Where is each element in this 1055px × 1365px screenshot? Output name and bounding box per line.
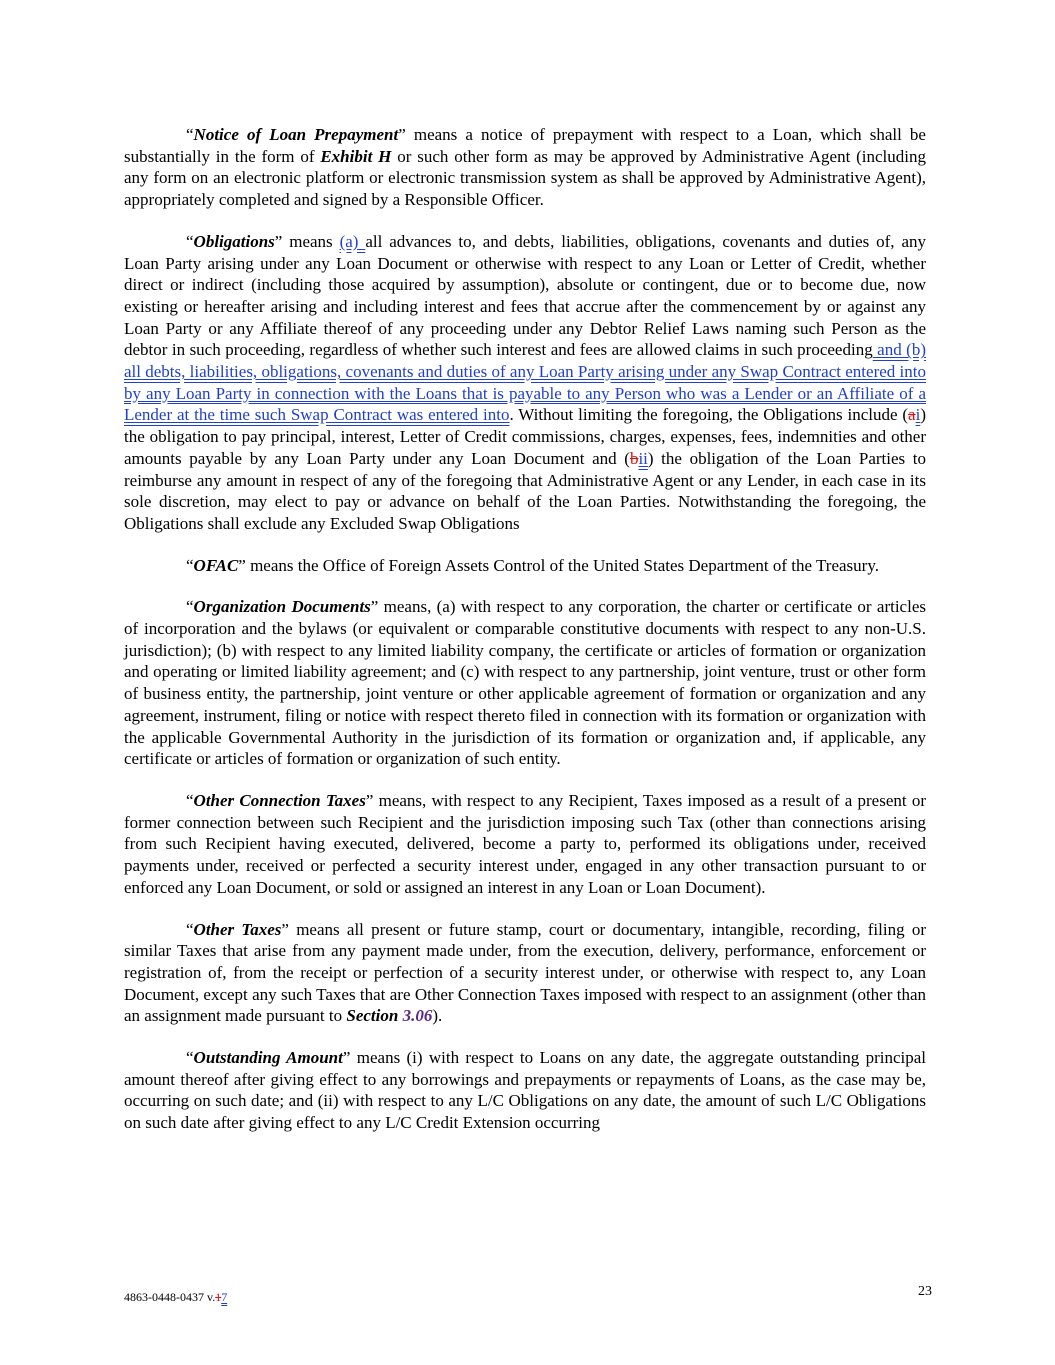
definition-text: all advances to, and debts, liabilities, obligations, covenants and duties of, any Loan Party arising under any Loan Document or otherwise with respect to any Loan or Letter of Credit, whether direct or indirect (including those acquired by assumption), absolute or contingent, due or to become due, now existing or hereafter arising and including interest and fees that accrue after the commencement by or against any Loan Party or any Affiliate thereof of any proceeding under any Debtor Relief Laws naming such Person as the debtor in such proceeding, regardless of whether such interest and fees are allowed claims in such proceeding [124,231,926,360]
inserted-text: i [915,405,921,425]
close-quote: ” [398,125,406,144]
definition-text: or such other form as may be approved by Administrative Agent (including any form on an electronic platform or electronic transmission system as shall be approved by Administrative Agent), appropriately completed and signed by a Responsible Officer. [124,146,927,210]
definition-text: means, (a) with respect to any corporation, the charter or certificate or articles of incorporation and the bylaws (or equivalent or comparable constitutive documents with respect to any non-U.S. jurisdiction); (b) with respect to any limited liability company, the certificate or articles of formation or organization and operating or limited liability agreement; and (c) with respect to any partnership, joint venture, trust or other form of business entity, the partnership, joint venture or other applicable agreement of formation or organization and any agreement, instrument, filing or notice with respect thereto filed in connection with its formation or organization with the applicable Governmental Authority in the jurisdiction of its formation or organization and, if applicable, any certificate or articles of formation or organization of such entity. [124,597,926,769]
definition-other-connection-taxes [124,790,926,899]
defined-term: Other Connection Taxes [193,790,366,810]
definition-organization-documents [124,596,926,770]
deleted-version: 1 [215,1290,222,1304]
open-quote: “ [186,231,194,251]
definition-text: means the Office of Foreign Assets Control of the United States Department of the Treasury. [245,555,879,575]
page-number: 23 [918,1284,932,1299]
deleted-text: a [908,405,916,425]
defined-term: OFAC [193,555,239,575]
close-quote: ” [281,919,289,939]
close-quote: ” [370,597,379,617]
definition-text: means a notice of prepayment with respect to a Loan, which shall be substantially in the form of [124,125,926,166]
definition-text: means, with respect to any Recipient, Taxes imposed as a result of a present or former connection between such Recipient and the jurisdiction imposing such Tax (other than connections arising from such Recipient having executed, delivered, become a party to, performed its obligations under, received payments under, received or perfected a security interest under, engaged in any other transaction pursuant to or enforced any Loan Document, or sold or assigned an interest in any Loan or Loan Document). [124,790,926,897]
document-body [124,124,926,1154]
inserted-text: (a) [339,231,366,251]
section-reference-label: Section [346,1006,403,1026]
definition-outstanding-amount [124,1047,926,1134]
definition-text: means all present or future stamp, court or documentary, intangible, recording, filing or similar Taxes that arise from any payment made under, from the execution, delivery, performance, enforcement or registration of, from the receipt or perfection of a security interest under, or otherwise with respect to, any Loan Document, except any such Taxes that are Other Connection Taxes imposed with respect to an assignment (other than an assignment made pursuant to [124,919,926,1026]
document-id: 4863-0448-0437 v. [124,1290,216,1304]
close-quote: ” [342,1048,351,1068]
close-quote: ” [274,231,283,251]
definition-text: ) the obligation to pay principal, interest, Letter of Credit commissions, charges, expenses, fees, indemnities and other amounts payable by any Loan Party under any Loan Document and ( [124,405,926,468]
open-quote: “ [186,555,194,575]
defined-term: Obligations [193,231,275,251]
open-quote: “ [186,1048,194,1068]
document-id-footer [124,1290,227,1305]
defined-term: Other Taxes [193,919,282,939]
defined-term: Organization Documents [193,597,371,617]
exhibit-reference: Exhibit H [320,146,392,166]
open-quote: “ [186,919,194,939]
definition-text: ) the obligation of the Loan Parties to reimburse any amount in respect of any of the foregoing that Administrative Agent or any Lender, in each case in its sole discretion, may elect to pay or advance on behalf of the Loan Parties. Notwithstanding the foregoing, the Obligations shall exclude any Excluded Swap Obligations [124,448,927,533]
definition-other-taxes [124,919,926,1028]
definition-text: . Without limiting the foregoing, the Obligations include ( [509,405,909,425]
definition-ofac [124,555,926,577]
deleted-text: b [629,448,639,468]
inserted-text: and (b) all debts, liabilities, obligations, covenants and duties of any Loan Party arising under any Swap Contract entered into by any Loan Party in connection with the Loans that is payable to any Person who was a Lender or an Affiliate of a Lender at the time such Swap Contract was entered into [124,340,926,425]
inserted-version: 7 [221,1290,228,1304]
close-quote: ” [238,555,246,575]
open-quote: “ [186,597,194,617]
close-quote: ” [365,790,374,810]
defined-term: Notice of Loan Prepayment [193,125,399,144]
definition-text: ). [432,1006,443,1026]
definition-notice-of-loan-prepayment [124,124,926,211]
definition-text: means (i) with respect to Loans on any date, the aggregate outstanding principal amount thereof after giving effect to any borrowings and prepayments or repayments of Loans, as the case may be, occurring on such date; and (ii) with respect to any L/C Obligations on any date, the amount of such L/C Obligations on such date after giving effect to any L/C Credit Extension occurring [124,1048,926,1133]
section-reference-number: 3.06 [402,1006,433,1026]
open-quote: “ [186,790,194,810]
defined-term: Outstanding Amount [193,1048,343,1068]
inserted-text: ii [638,448,648,468]
open-quote: “ [186,125,194,144]
definition-obligations [124,231,926,535]
definition-text: means [282,231,340,251]
